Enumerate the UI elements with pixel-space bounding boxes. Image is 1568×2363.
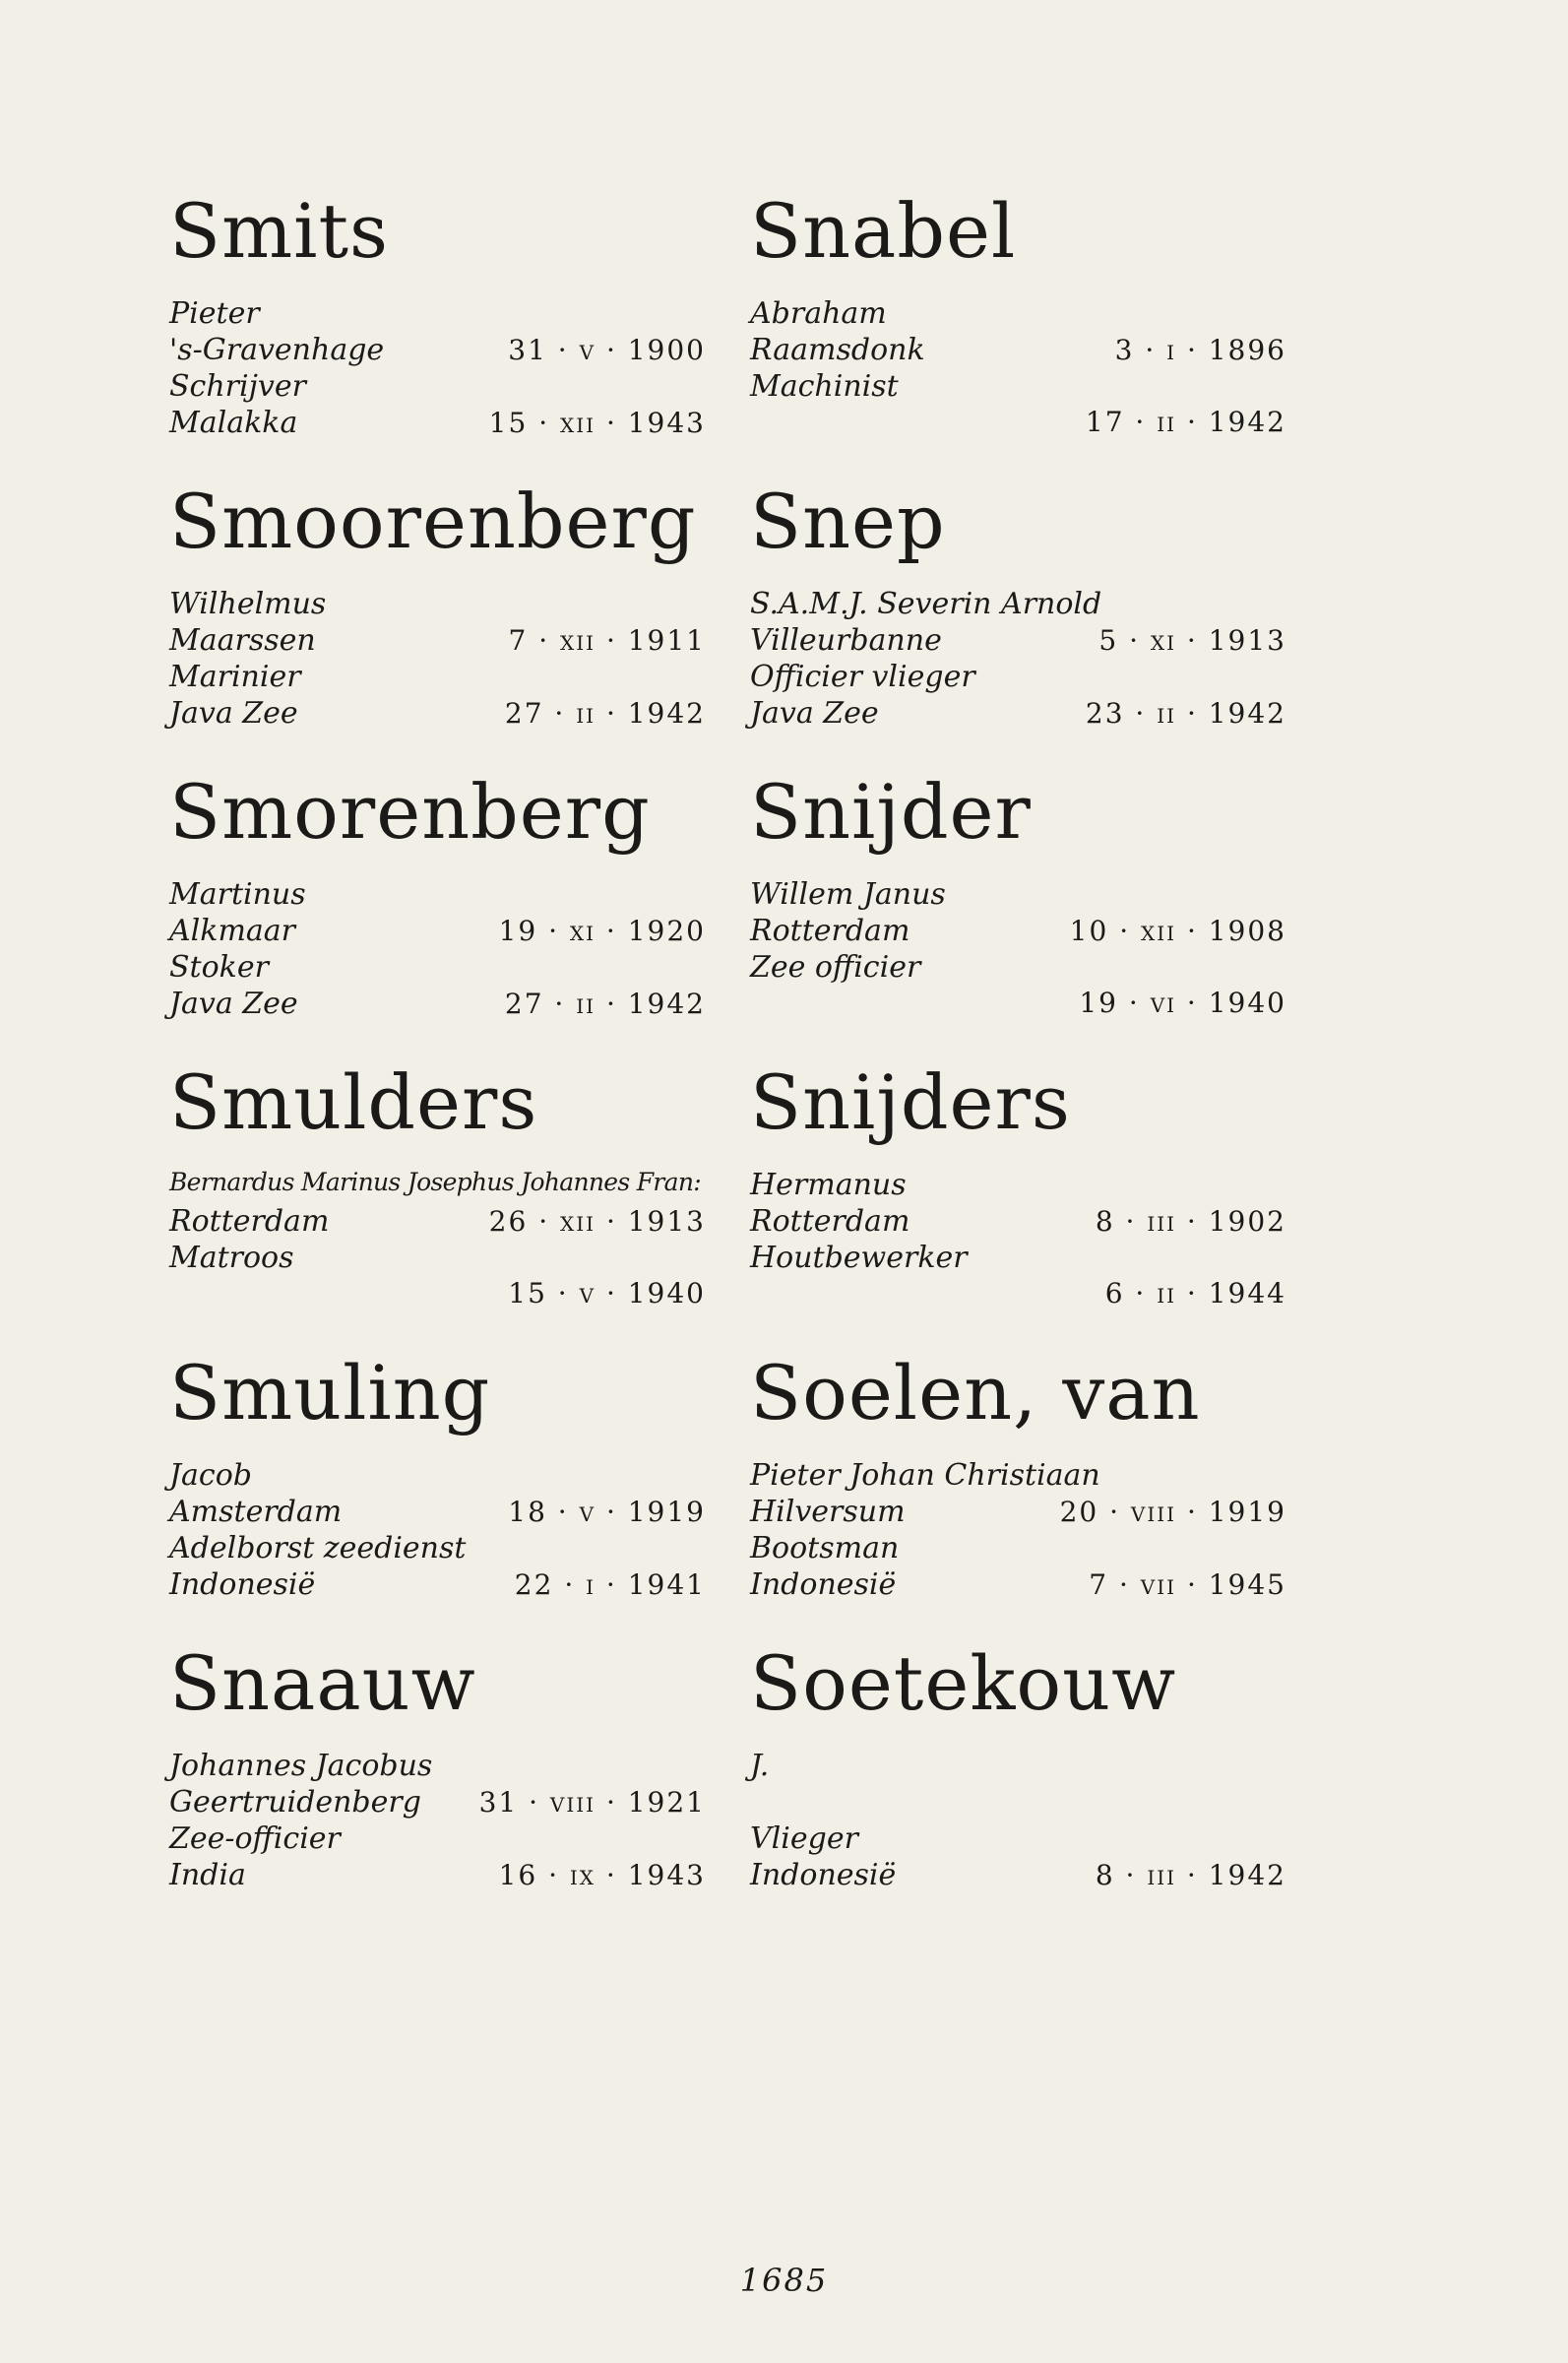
birth-date: 20 · viii · 1919 bbox=[1059, 1496, 1286, 1528]
death-date: 19 · vi · 1940 bbox=[1079, 987, 1286, 1019]
birth-row bbox=[750, 333, 1286, 369]
birth-row bbox=[750, 1204, 1286, 1241]
occupation: Stoker bbox=[169, 950, 269, 985]
occupation: Bootsman bbox=[750, 1531, 900, 1565]
occupation-row bbox=[750, 950, 1286, 987]
name-entry bbox=[750, 1058, 1331, 1354]
birth-place: Geertruidenberg bbox=[169, 1785, 421, 1820]
first-names: Wilhelmus bbox=[169, 587, 327, 621]
first-names-row bbox=[169, 877, 706, 914]
name-entry bbox=[169, 1349, 750, 1644]
death-place: Java Zee bbox=[169, 696, 298, 731]
first-names: Hermanus bbox=[750, 1168, 907, 1202]
occupation: Vlieger bbox=[750, 1821, 858, 1856]
occupation: Houtbewerker bbox=[750, 1241, 968, 1275]
occupation-row bbox=[169, 1531, 706, 1567]
death-row bbox=[169, 1567, 706, 1604]
birth-row bbox=[750, 623, 1286, 660]
death-row bbox=[750, 1858, 1286, 1894]
birth-row bbox=[169, 1785, 706, 1821]
surname: Soelen, van bbox=[750, 1349, 1201, 1437]
occupation-row bbox=[750, 660, 1286, 696]
birth-row bbox=[750, 914, 1286, 950]
birth-place: Rotterdam bbox=[750, 914, 910, 948]
first-names-row bbox=[169, 1749, 706, 1785]
birth-row bbox=[169, 914, 706, 950]
occupation: Zee officier bbox=[750, 950, 921, 985]
name-entry bbox=[750, 1349, 1331, 1644]
occupation: Machinist bbox=[750, 369, 899, 404]
birth-date: 26 · xii · 1913 bbox=[488, 1205, 706, 1238]
birth-date: 8 · iii · 1902 bbox=[1095, 1205, 1286, 1238]
death-date: 7 · vii · 1945 bbox=[1089, 1568, 1286, 1601]
surname: Smulders bbox=[169, 1058, 538, 1146]
first-names-row bbox=[750, 587, 1286, 623]
death-place: India bbox=[169, 1858, 246, 1892]
occupation-row bbox=[750, 1531, 1286, 1567]
birth-place: Amsterdam bbox=[169, 1495, 343, 1529]
page-number: 1685 bbox=[739, 2262, 829, 2299]
surname: Snijder bbox=[750, 768, 1032, 856]
first-names: Jacob bbox=[169, 1458, 252, 1493]
first-names: Bernardus Marinus Josephus Johannes Fran: bbox=[169, 1168, 701, 1196]
occupation: Officier vlieger bbox=[750, 660, 975, 694]
death-row bbox=[169, 1858, 706, 1894]
first-names-row bbox=[750, 1749, 1286, 1785]
first-names: Martinus bbox=[169, 877, 306, 912]
first-names-row bbox=[169, 1458, 706, 1495]
birth-date: 31 · viii · 1921 bbox=[478, 1786, 706, 1819]
death-date: 16 · ix · 1943 bbox=[498, 1859, 706, 1891]
surname: Smoorenberg bbox=[169, 478, 697, 565]
first-names-row bbox=[169, 1168, 706, 1204]
death-row bbox=[750, 1277, 1286, 1313]
death-place: Java Zee bbox=[169, 987, 298, 1021]
death-place: Indonesië bbox=[750, 1567, 897, 1602]
death-date: 15 · xii · 1943 bbox=[488, 407, 706, 439]
surname: Snijders bbox=[750, 1058, 1071, 1146]
death-place: Malakka bbox=[169, 406, 298, 440]
birth-place: Rotterdam bbox=[169, 1204, 330, 1239]
death-date: 22 · i · 1941 bbox=[514, 1568, 706, 1601]
birth-row bbox=[750, 1785, 1286, 1821]
death-date: 17 · ii · 1942 bbox=[1085, 406, 1286, 438]
birth-date: 7 · xii · 1911 bbox=[508, 624, 706, 657]
birth-place: Maarssen bbox=[169, 623, 316, 658]
surname: Smorenberg bbox=[169, 768, 651, 856]
surname: Snabel bbox=[750, 187, 1017, 275]
death-row bbox=[169, 406, 706, 442]
occupation-row bbox=[750, 1821, 1286, 1858]
occupation-row bbox=[169, 369, 706, 406]
death-date: 6 · ii · 1944 bbox=[1104, 1277, 1286, 1309]
left-column bbox=[169, 187, 750, 1935]
occupation-row bbox=[169, 1241, 706, 1277]
death-row bbox=[750, 406, 1286, 442]
death-place: Java Zee bbox=[750, 696, 879, 731]
first-names-row bbox=[750, 877, 1286, 914]
occupation-row bbox=[750, 1241, 1286, 1277]
name-entry bbox=[750, 478, 1331, 773]
birth-date: 3 · i · 1896 bbox=[1114, 334, 1286, 366]
death-date: 23 · ii · 1942 bbox=[1085, 697, 1286, 730]
name-entry bbox=[750, 1639, 1331, 1935]
occupation-row bbox=[750, 369, 1286, 406]
occupation: Marinier bbox=[169, 660, 301, 694]
right-column bbox=[750, 187, 1331, 1935]
birth-date: 10 · xii · 1908 bbox=[1069, 915, 1286, 947]
death-place: Indonesië bbox=[169, 1567, 316, 1602]
death-date: 15 · v · 1940 bbox=[508, 1277, 706, 1309]
surname: Soetekouw bbox=[750, 1639, 1177, 1727]
birth-place: Hilversum bbox=[750, 1495, 906, 1529]
birth-place: Rotterdam bbox=[750, 1204, 910, 1239]
occupation-row bbox=[169, 950, 706, 987]
name-entry bbox=[750, 768, 1331, 1063]
first-names: J. bbox=[750, 1749, 770, 1783]
occupation: Adelborst zeedienst bbox=[169, 1531, 467, 1565]
death-row bbox=[750, 987, 1286, 1023]
occupation: Matroos bbox=[169, 1241, 294, 1275]
occupation: Zee-officier bbox=[169, 1821, 341, 1856]
birth-row bbox=[169, 1204, 706, 1241]
death-row bbox=[169, 1277, 706, 1313]
death-date: 27 · ii · 1942 bbox=[504, 988, 706, 1020]
death-place: Indonesië bbox=[750, 1858, 897, 1892]
birth-date: 19 · xi · 1920 bbox=[498, 915, 706, 947]
death-date: 27 · ii · 1942 bbox=[504, 697, 706, 730]
name-entry bbox=[169, 1639, 750, 1935]
name-entry bbox=[169, 478, 750, 773]
birth-date: 18 · v · 1919 bbox=[508, 1496, 706, 1528]
birth-row bbox=[169, 1495, 706, 1531]
birth-place: Alkmaar bbox=[169, 914, 295, 948]
first-names-row bbox=[169, 296, 706, 333]
first-names: Abraham bbox=[750, 296, 887, 331]
birth-date: 31 · v · 1900 bbox=[508, 334, 706, 366]
first-names-row bbox=[169, 587, 706, 623]
first-names: Pieter bbox=[169, 296, 260, 331]
occupation: Schrijver bbox=[169, 369, 306, 404]
first-names-row bbox=[750, 1458, 1286, 1495]
name-entry bbox=[750, 187, 1331, 482]
surname: Smuling bbox=[169, 1349, 491, 1437]
name-entry bbox=[169, 187, 750, 482]
name-entry bbox=[169, 768, 750, 1063]
birth-row bbox=[750, 1495, 1286, 1531]
first-names-row bbox=[750, 1168, 1286, 1204]
death-row bbox=[169, 696, 706, 733]
birth-row bbox=[169, 333, 706, 369]
death-date: 8 · iii · 1942 bbox=[1095, 1859, 1286, 1891]
death-row bbox=[750, 1567, 1286, 1604]
birth-place: 's-Gravenhage bbox=[169, 333, 385, 367]
first-names: Pieter Johan Christiaan bbox=[750, 1458, 1100, 1493]
birth-date: 5 · xi · 1913 bbox=[1098, 624, 1286, 657]
first-names: S.A.M.J. Severin Arnold bbox=[750, 587, 1102, 621]
birth-row bbox=[169, 623, 706, 660]
first-names: Johannes Jacobus bbox=[169, 1749, 433, 1783]
occupation-row bbox=[169, 660, 706, 696]
birth-place: Raamsdonk bbox=[750, 333, 925, 367]
surname: Snaauw bbox=[169, 1639, 476, 1727]
surname: Snep bbox=[750, 478, 946, 565]
birth-place: Villeurbanne bbox=[750, 623, 942, 658]
surname: Smits bbox=[169, 187, 389, 275]
first-names: Willem Janus bbox=[750, 877, 946, 912]
name-entry bbox=[169, 1058, 750, 1354]
occupation-row bbox=[169, 1821, 706, 1858]
death-row bbox=[169, 987, 706, 1023]
death-row bbox=[750, 696, 1286, 733]
first-names-row bbox=[750, 296, 1286, 333]
